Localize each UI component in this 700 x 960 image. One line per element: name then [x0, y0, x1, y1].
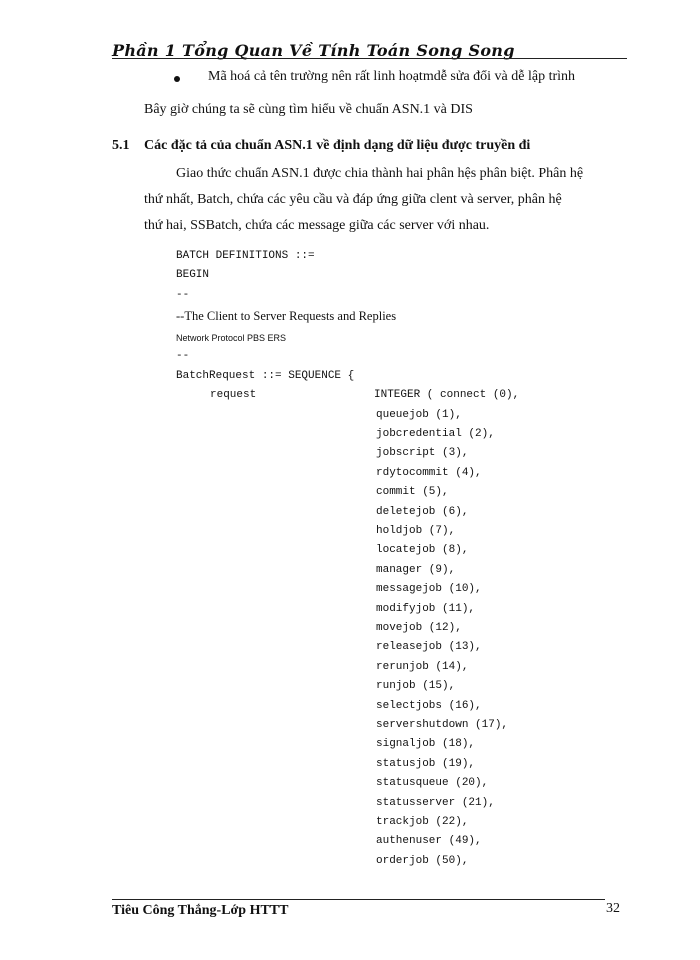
- code-enum-item: statusserver (21),: [376, 797, 495, 809]
- code-enum-item: holdjob (7),: [376, 525, 456, 537]
- code-enum-item: modifyjob (11),: [376, 603, 476, 615]
- code-enum-item: authenuser (49),: [376, 835, 482, 847]
- code-enum-item: queuejob (1),: [376, 409, 462, 421]
- intro-text: Bây giờ chúng ta sẽ cùng tìm hiểu về chuẩn ASN.1 và DIS: [144, 102, 473, 117]
- code-line: --: [176, 289, 190, 301]
- code-enum-item: locatejob (8),: [376, 544, 469, 556]
- code-enum-item: statusqueue (20),: [376, 777, 489, 789]
- code-enum-item: manager (9),: [376, 564, 456, 576]
- code-enum-item: signaljob (18),: [376, 738, 476, 750]
- code-enum-item: trackjob (22),: [376, 816, 469, 828]
- page-number: 32: [606, 901, 620, 916]
- code-enum-item: jobscript (3),: [376, 447, 469, 459]
- code-line: BATCH DEFINITIONS ::=: [176, 250, 315, 262]
- code-enum-item: selectjobs (16),: [376, 700, 482, 712]
- code-enum-item: jobcredential (2),: [376, 428, 495, 440]
- footer-rule: [112, 899, 605, 900]
- code-enum-item: servershutdown (17),: [376, 719, 509, 731]
- code-enum-item: orderjob (50),: [376, 855, 469, 867]
- page-header-title: Phần 1 Tổng Quan Về Tính Toán Song Song: [112, 41, 515, 60]
- code-enum-item: deletejob (6),: [376, 506, 469, 518]
- code-line: BEGIN: [176, 269, 210, 281]
- code-enum-item: releasejob (13),: [376, 641, 482, 653]
- section-number: 5.1: [112, 138, 130, 153]
- code-enum-item: commit (5),: [376, 486, 449, 498]
- paragraph-line: thứ nhất, Batch, chứa các yêu cầu và đáp ứng giữa clent và server, phân hệ: [144, 192, 562, 207]
- code-request-label: request: [210, 389, 257, 401]
- section-title: Các đặc tả của chuẩn ASN.1 về định dạng dữ liệu được truyền đi: [144, 138, 531, 153]
- footer-author: Tiêu Công Thắng-Lớp HTTT: [112, 903, 289, 918]
- code-enum-item: movejob (12),: [376, 622, 462, 634]
- code-request-type: INTEGER ( connect (0),: [374, 389, 520, 401]
- code-line: BatchRequest ::= SEQUENCE {: [176, 370, 355, 382]
- code-enum-item: messagejob (10),: [376, 583, 482, 595]
- bullet-dot-icon: [174, 76, 180, 82]
- code-line: --: [176, 350, 190, 362]
- code-note: Network Protocol PBS ERS: [176, 333, 287, 343]
- paragraph-line: thứ hai, SSBatch, chứa các message giữa các server với nhau.: [144, 218, 490, 233]
- header-rule: [112, 58, 627, 59]
- paragraph-line: Giao thức chuẩn ASN.1 được chia thành hai phân hệs phân biệt. Phân hệ: [176, 166, 584, 181]
- code-enum-item: runjob (15),: [376, 680, 456, 692]
- code-enum-item: statusjob (19),: [376, 758, 476, 770]
- code-enum-item: rdytocommit (4),: [376, 467, 482, 479]
- code-enum-item: rerunjob (14),: [376, 661, 469, 673]
- code-comment: --The Client to Server Requests and Replies: [176, 309, 397, 323]
- bullet-text: Mã hoá cả tên trường nên rất linh hoạtmdễ sửa đổi và dễ lập trình: [208, 69, 576, 84]
